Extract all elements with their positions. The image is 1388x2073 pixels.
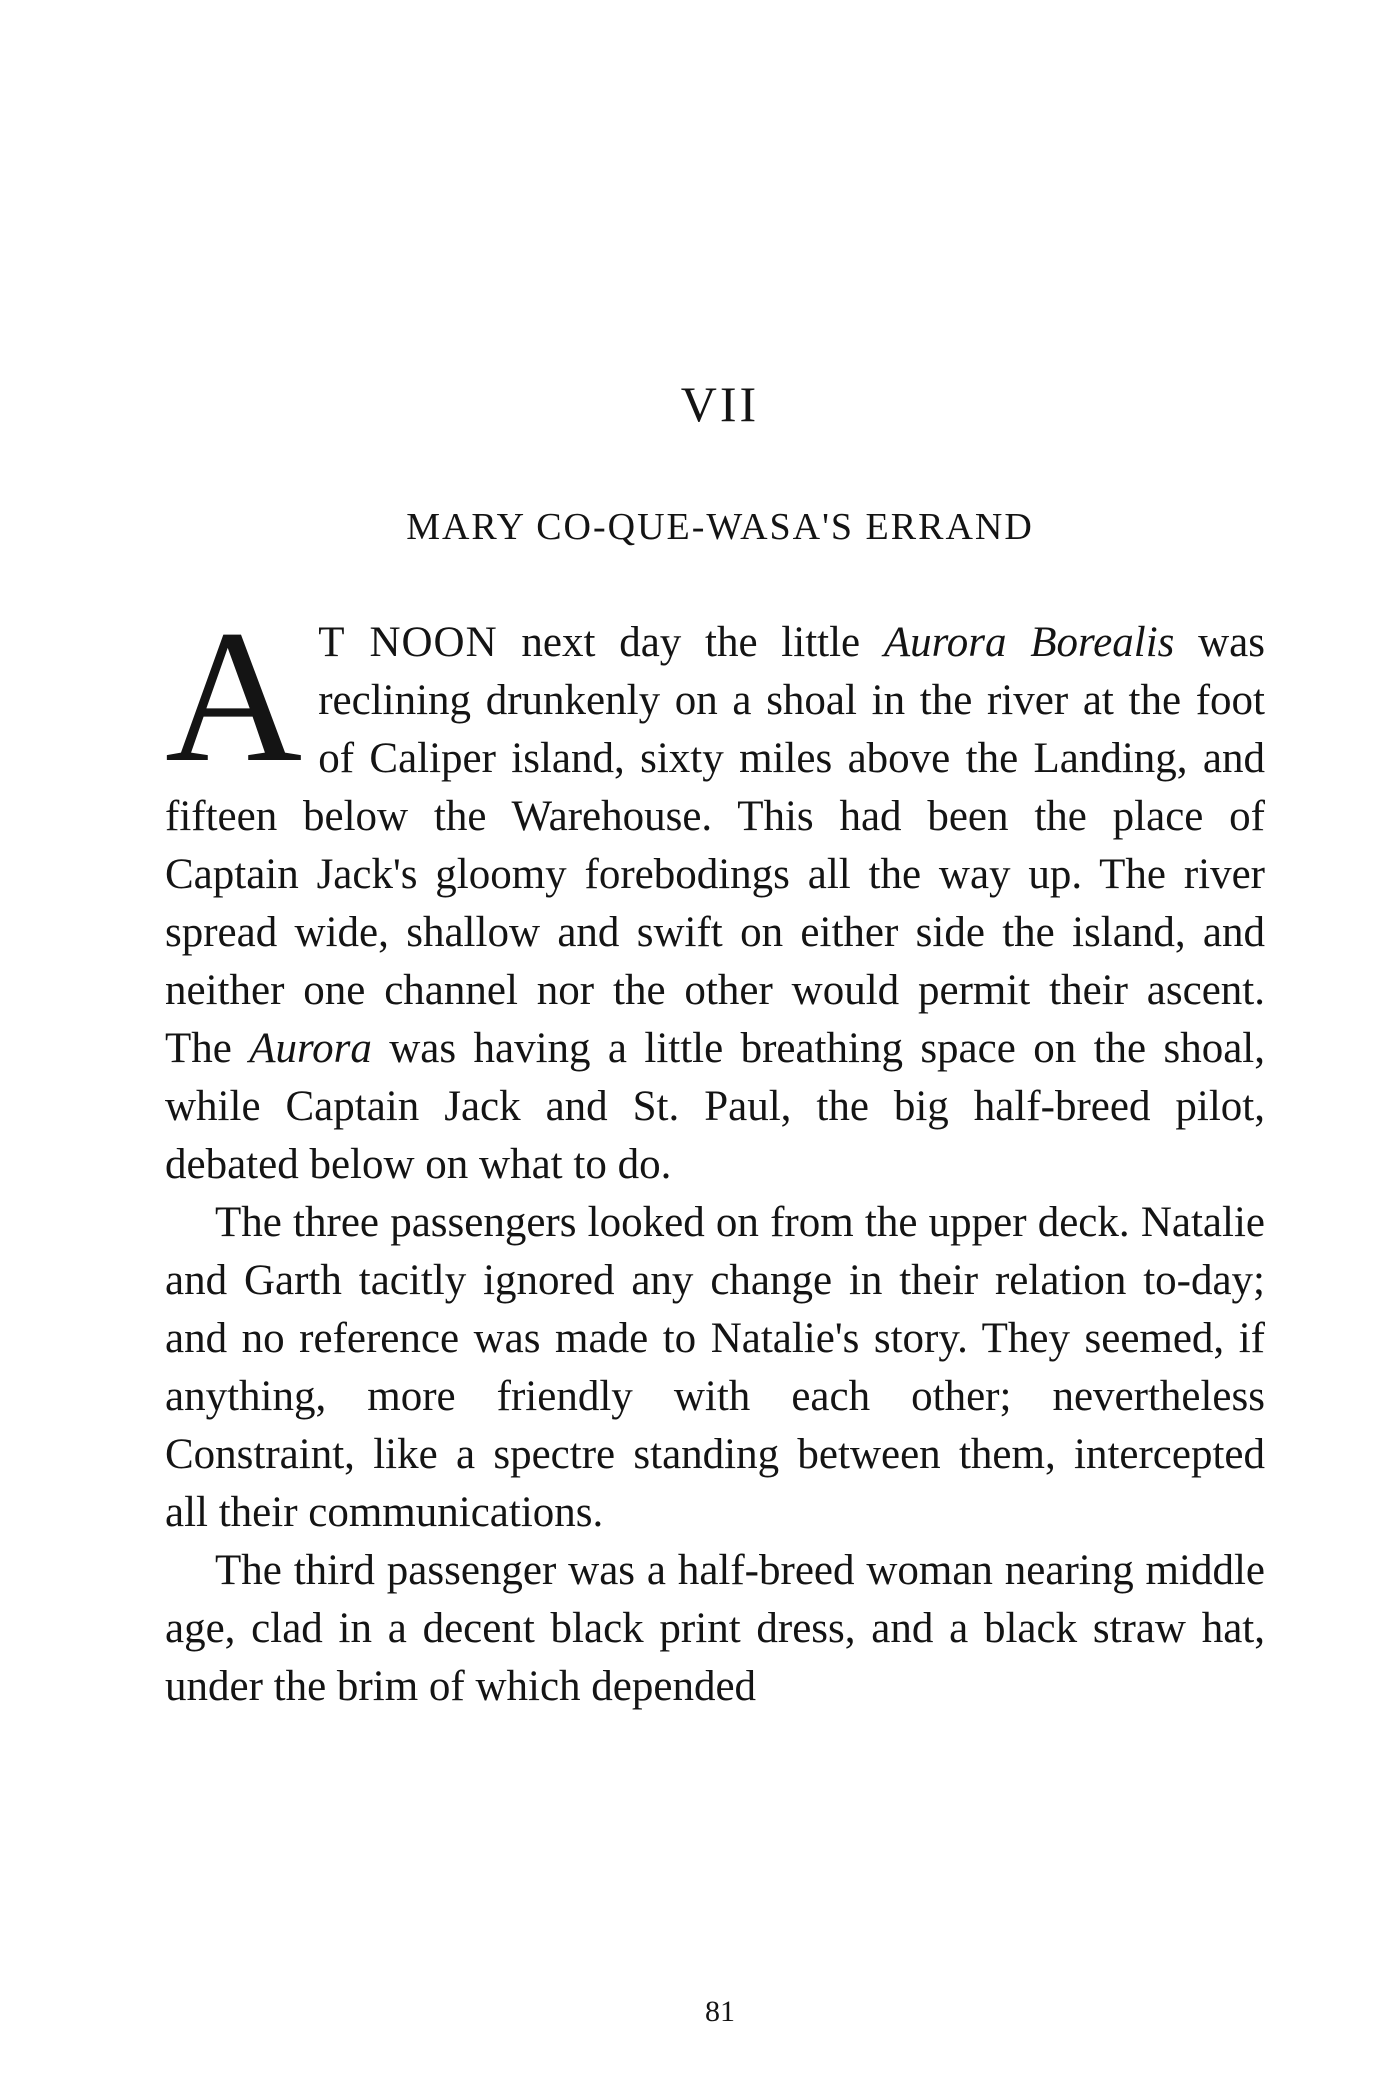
paragraph-1 xyxy=(165,592,1265,1194)
paragraph-1-text-b: was reclining drunkenly on a shoal in the river at the foot of Caliper island, sixty miles above the Landing, and fifteen below the Warehouse. This had been the place of Captain Jack's gloomy forebodings all the way up. The river spread wide, shallow and swift on either side the island, and neither one channel nor the other would permit their ascent. The xyxy=(165,619,1265,1072)
ship-name: Aurora Borealis xyxy=(883,619,1175,666)
paragraph-3: The third passenger was a half-breed woman nearing middle age, clad in a decent black print dress, and a black straw hat, under the brim of which depended xyxy=(165,1547,1265,1710)
body-text xyxy=(165,592,1265,1716)
paragraph-1-text-c: was having a little breathing space on the shoal, while Captain Jack and St. Paul, the big half-breed pilot, debated below on what to do. xyxy=(165,1025,1265,1188)
page-number: 81 xyxy=(705,1995,735,2028)
chapter-title: MARY CO-QUE-WASA'S ERRAND xyxy=(406,506,1034,548)
paragraph-1-text-a: next day the little xyxy=(497,619,884,666)
ship-name-short: Aurora xyxy=(249,1025,372,1072)
paragraph-2: The three passengers looked on from the upper deck. Natalie and Garth tacitly ignored any change in their relation to-day; and no reference was made to Natalie's story. They seemed, if anything, more friendly with each other; nevertheless Constraint, like a spectre standing between them, intercepted all their communications. xyxy=(165,1199,1265,1536)
chapter-number: VII xyxy=(680,376,760,432)
drop-cap: A xyxy=(165,592,303,802)
opening-phrase: T NOON xyxy=(318,619,498,666)
